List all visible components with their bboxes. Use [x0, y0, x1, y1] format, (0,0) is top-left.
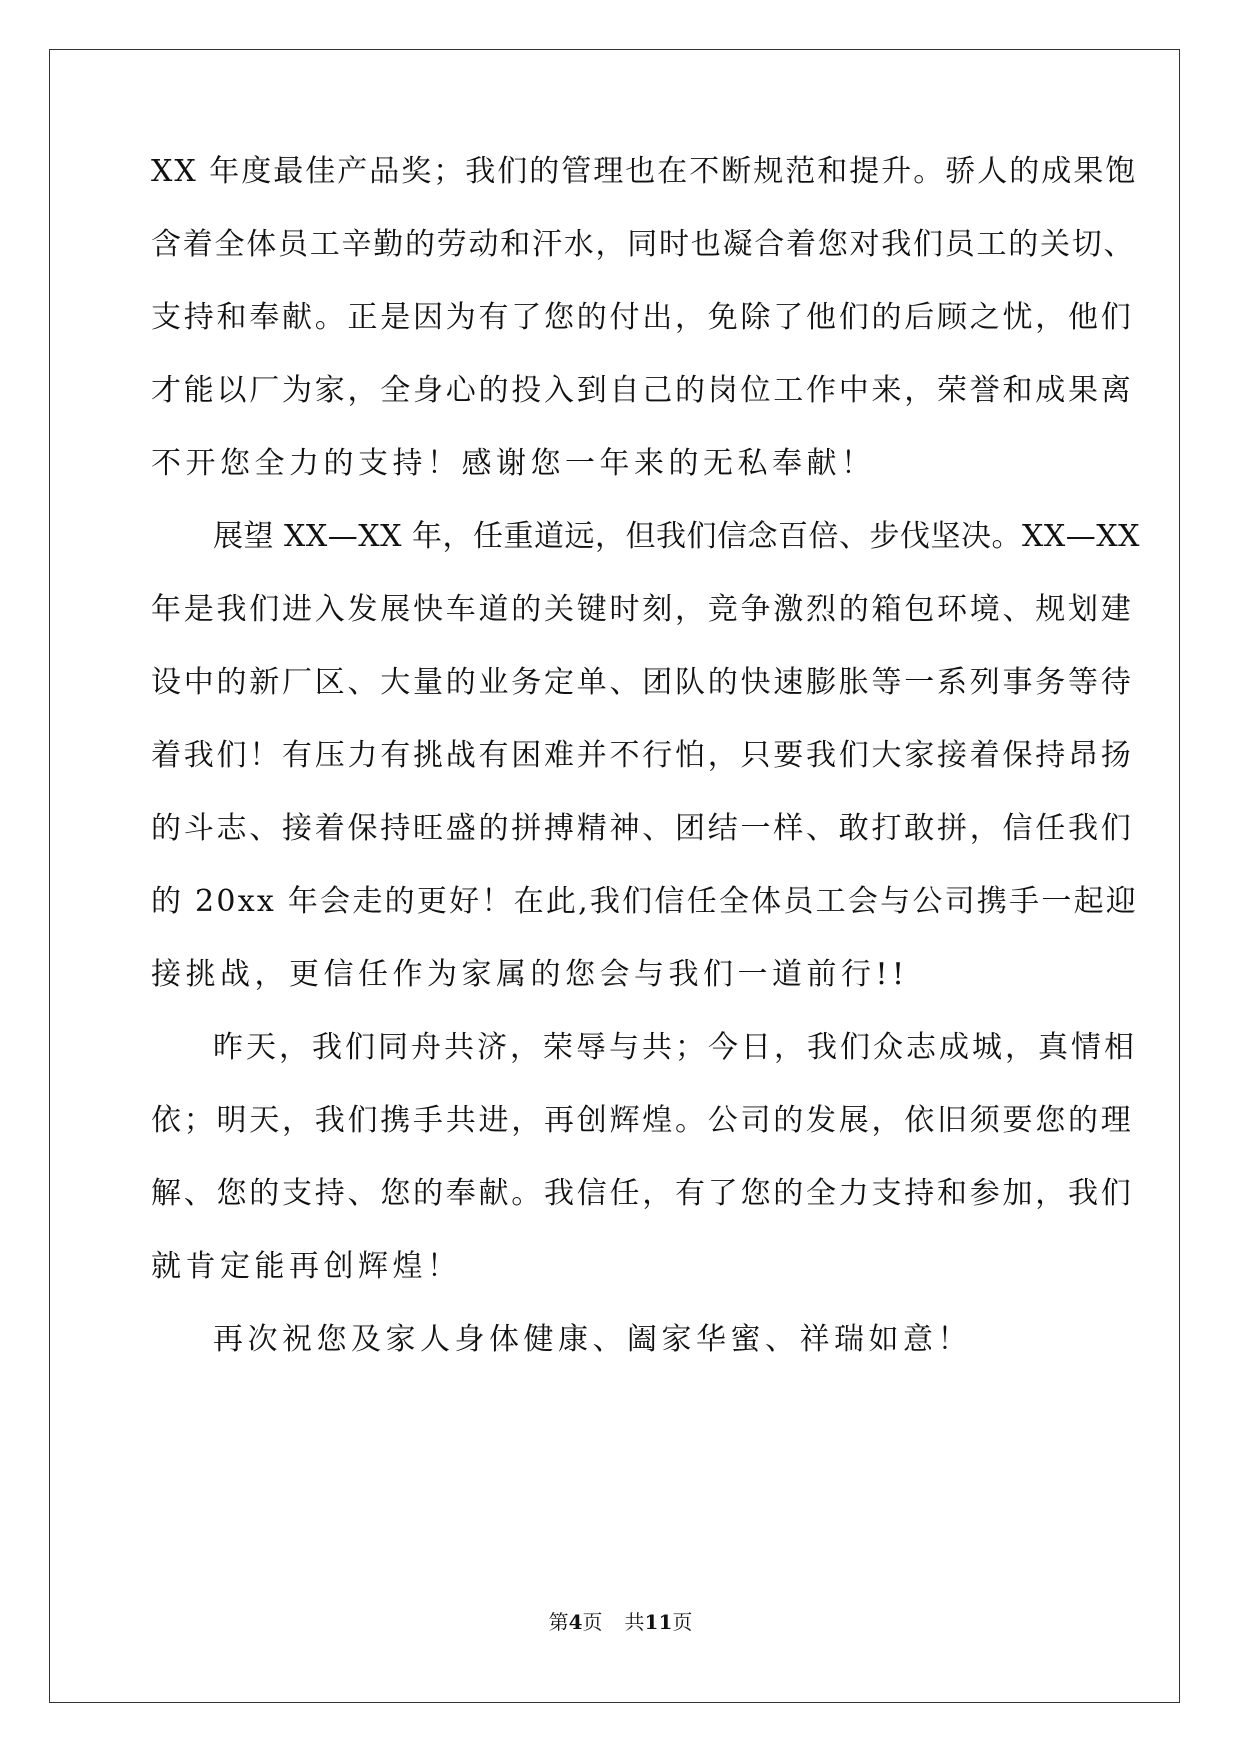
text-line: 才能以厂为家，全身心的投入到自己的岗位工作中来，荣誉和成果离 [151, 373, 1134, 408]
paragraph-start-line: 展望 XX—XX 年，任重道远，但我们信念百倍、步伐坚决。XX—XX [213, 519, 1140, 554]
total-suffix: 页 [672, 1610, 693, 1634]
total-prefix: 共 [624, 1610, 645, 1634]
text-line: 的 20xx 年会走的更好！在此,我们信任全体员工会与公司携手一起迎 [151, 884, 1139, 919]
text-line: 年是我们进入发展快车道的关键时刻，竞争激烈的箱包环境、规划建 [151, 592, 1134, 627]
text-line: 接挑战，更信任作为家属的您会与我们一道前行!! [151, 957, 909, 992]
page-number: 4 [568, 1610, 583, 1634]
page-footer [0, 1610, 1241, 1634]
text-line: 不开您全力的支持！感谢您一年来的无私奉献！ [151, 446, 876, 481]
paragraph-start-line: 昨天，我们同舟共济，荣辱与共；今日，我们众志成城，真情相 [213, 1030, 1137, 1065]
page-suffix: 页 [582, 1610, 603, 1634]
text-line: 设中的新厂区、大量的业务定单、团队的快速膨胀等一系列事务等待 [151, 665, 1134, 700]
paragraph-start-line: 再次祝您及家人身体健康、阖家华蜜、祥瑞如意！ [213, 1322, 972, 1357]
text-line: 支持和奉献。正是因为有了您的付出，免除了他们的后顾之忧，他们 [151, 300, 1134, 335]
text-line: 依；明天，我们携手共进，再创辉煌。公司的发展，依旧须要您的理 [151, 1103, 1134, 1138]
page-prefix: 第 [548, 1610, 569, 1634]
text-line: 含着全体员工辛勤的劳动和汗水，同时也凝合着您对我们员工的关切、 [151, 227, 1136, 262]
text-line: 的斗志、接着保持旺盛的拼搏精神、团结一样、敢打敢拼，信任我们 [151, 811, 1134, 846]
text-line: XX 年度最佳产品奖；我们的管理也在不断规范和提升。骄人的成果饱 [151, 154, 1138, 189]
text-line: 着我们！有压力有挑战有困难并不行怕，只要我们大家接着保持昂扬 [151, 738, 1134, 773]
total-pages: 11 [644, 1610, 673, 1634]
text-line: 解、您的支持、您的奉献。我信任，有了您的全力支持和参加，我们 [151, 1176, 1134, 1211]
text-line: 就肯定能再创辉煌！ [151, 1249, 462, 1284]
